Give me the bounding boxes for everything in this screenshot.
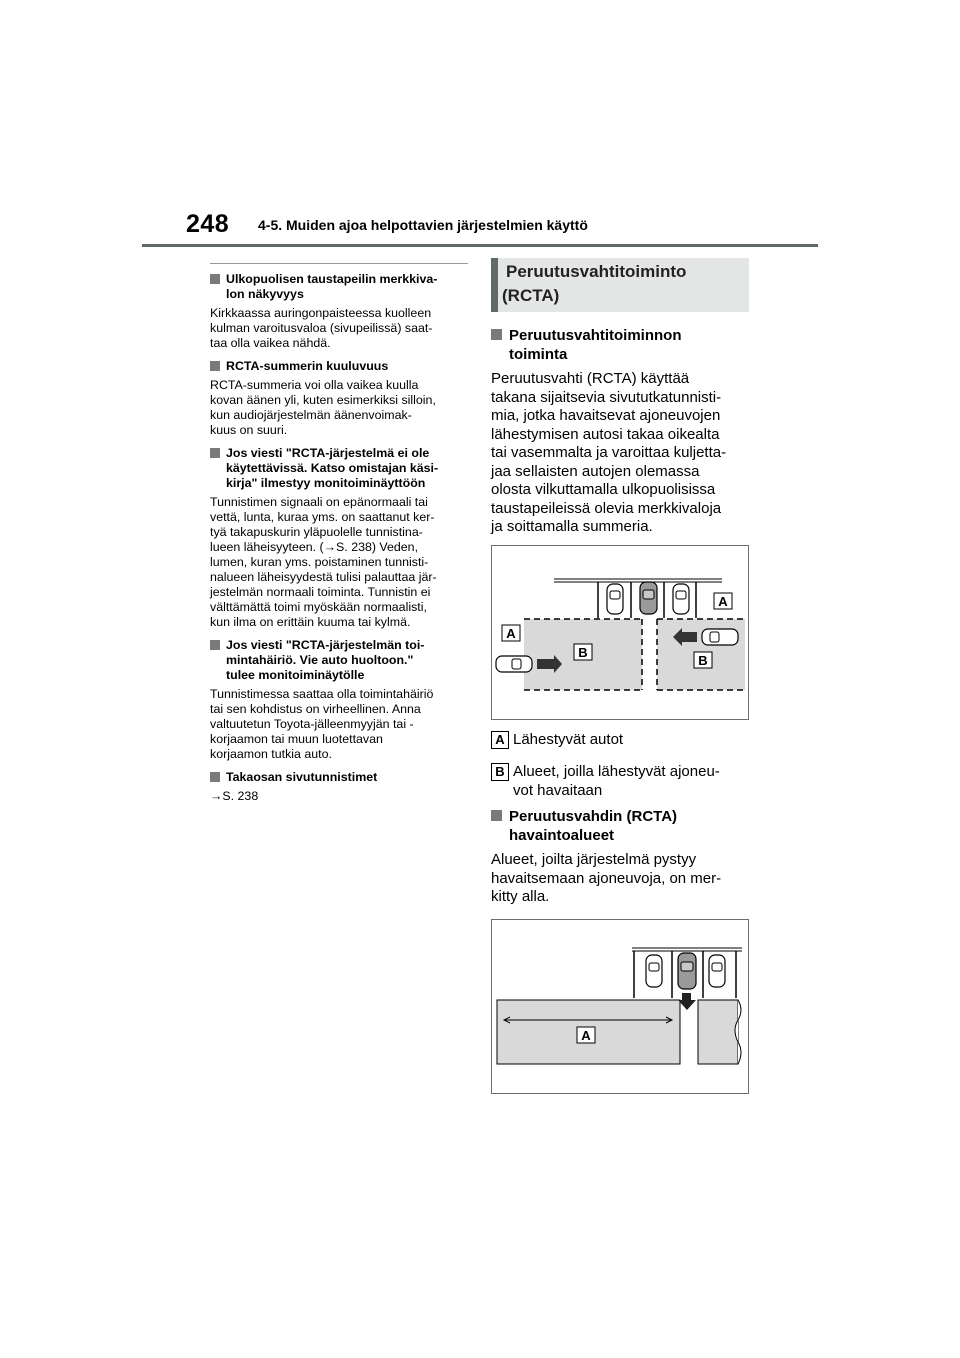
note-heading-text: Jos viesti "RCTA-järjestelmä ei ole käytettävissä. Katso omistajan käsi- kirja" ilmestyy monitoiminäyttöön <box>226 446 439 490</box>
note-body: Kirkkaassa auringonpaisteessa kuolleen kulman varoitusvaloa (sivupeilissä) saat- taa olla vaikea nähdä. <box>210 306 433 350</box>
label-b: B <box>698 653 708 668</box>
own-car-icon <box>678 953 696 989</box>
own-car-icon <box>640 582 657 614</box>
parking-diagram <box>492 546 748 719</box>
legend-tag-b: B <box>491 763 509 781</box>
section-title-line2: (RCTA) <box>502 286 560 305</box>
legend-tag-a: A <box>491 731 509 749</box>
note-heading <box>210 638 468 683</box>
column-top-rule <box>210 263 468 264</box>
subsection-heading-text: Peruutusvahtitoiminnon toiminta <box>509 327 682 363</box>
subsection-heading <box>491 807 767 845</box>
note-body: →S. 238 <box>210 789 259 803</box>
note-heading <box>210 359 468 374</box>
square-bullet-icon <box>210 361 220 371</box>
right-column <box>491 258 749 537</box>
subsection-heading-text: Peruutusvahdin (RCTA) havaintoalueet <box>509 808 678 844</box>
square-bullet-icon <box>210 772 220 782</box>
page-number: 248 <box>186 210 230 238</box>
subsection-heading <box>491 326 749 364</box>
section-title-box <box>491 258 749 312</box>
note-heading <box>210 446 468 491</box>
rcta-operation-figure <box>491 545 749 720</box>
legend-item-b <box>491 762 749 800</box>
chapter-title: 4-5. Muiden ajoa helpottavien järjestelmien käyttö <box>258 217 588 233</box>
subsection-body: Alueet, joilta järjestelmä pystyy havaitsemaan ajoneuvoja, on mer- kitty alla. <box>491 851 722 905</box>
note-body: Tunnistimen signaali on epänormaali tai vettä, lunta, kuraa yms. on saattanut ker- tyä takapuskurin yläpuolelle tunnistina- lueen läheisyyteen. (→S. 238) Veden, lumen, kuran yms. poistaminen tunnisti- nalueen läheisyydestä tulisi palauttaa jär- jestelmän normaali toiminta. Tunnistin ei välttämättä toimi myöskään normaalisti, kun ilma on erittäin kuuma tai kylmä. <box>210 495 437 629</box>
legend-text-b: Alueet, joilla lähestyvät ajoneu- vot havaitaan <box>513 763 720 799</box>
note-heading-text: Ulkopuolisen taustapeilin merkkiva- lon näkyvyys <box>226 272 438 301</box>
arrow-down-icon <box>678 993 696 1010</box>
note-heading <box>210 272 468 302</box>
rcta-detection-area-figure <box>491 919 749 1094</box>
legend-item-a <box>491 730 749 749</box>
label-a: A <box>718 594 728 609</box>
square-bullet-icon <box>210 640 220 650</box>
square-bullet-icon <box>210 274 220 284</box>
square-bullet-icon <box>491 810 502 821</box>
note-body: Tunnistimessa saattaa olla toimintahäiriö tai sen kohdistus on virheellinen. Anna valtuutetun Toyota-jälleenmyyjän tai - korjaamon tai muun luotettavan korjaamon tutkia auto. <box>210 687 434 761</box>
note-heading <box>210 770 468 785</box>
label-b: B <box>578 645 588 660</box>
label-a: A <box>506 626 516 641</box>
note-heading-text: RCTA-summerin kuuluvuus <box>226 359 389 373</box>
label-a: A <box>581 1028 591 1043</box>
legend-text-a: Lähestyvät autot <box>513 731 624 748</box>
square-bullet-icon <box>491 329 502 340</box>
section-title-line1: Peruutusvahtitoiminto <box>506 262 687 281</box>
note-body: RCTA-summeria voi olla vaikea kuulla kovan äänen yli, kuten esimerkiksi silloin, kun audiojärjestelmän äänenvoimak- kuus on suuri. <box>210 378 436 437</box>
detection-area-diagram <box>492 920 748 1093</box>
note-heading-text: Jos viesti "RCTA-järjestelmän toi- mintahäiriö. Vie auto huoltoon." tulee monitoiminäytölle <box>226 638 425 682</box>
square-bullet-icon <box>210 448 220 458</box>
subsection-body: Peruutusvahti (RCTA) käyttää takana sijaitsevia sivututkatunnisti- mia, jotka havaitsevat ajoneuvojen lähestymisen autosi takaa oikealta tai vasemmalta ja varoittaa kuljetta- jaa sellaisten autojen olemassa olosta vilkuttamalla ulkopuolisissa taustapeileissä olevia merkkivaloja ja soittamalla summeria. <box>491 370 727 535</box>
header-rule <box>142 244 818 247</box>
note-heading-text: Takaosan sivutunnistimet <box>226 770 378 784</box>
left-column <box>210 263 468 812</box>
